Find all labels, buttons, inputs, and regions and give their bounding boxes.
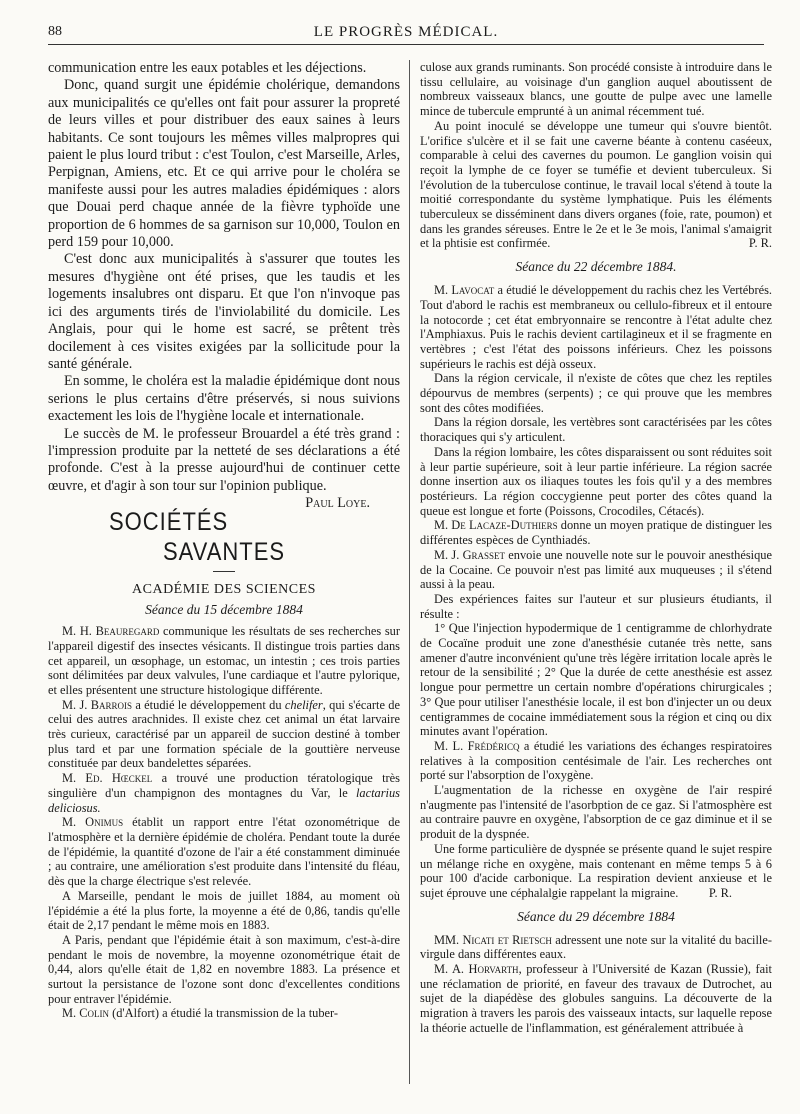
author-name: MM. Nicati et Rietsch — [434, 932, 552, 947]
author-name: M. Colin — [62, 1006, 109, 1021]
paragraph: C'est donc aux municipalités à s'assurer que toutes les mesures d'hygiène ont été prises, que les taudis et les logements insalubres ont disparu. Et que l'on n'invoque pas ici des arguments tirés de l'inviolabilité du domicile. Les Anglais, pour qui le home est sacré, se prêtent très docilement à ces visites exigées par la sollicitude pour la santé générale. — [48, 251, 400, 372]
paragraph: A Paris, pendant que l'épidémie était à son maximum, c'est-à-dire pendant le mois de novembre, la moyenne ozonométrique était de 0,44, alors qu'elle était de 1,82 en novembre 1883. La présence et surtout la persistance de l'ozone sont donc d'excellentes conditions pour entraver l'épidémie. — [48, 932, 400, 1006]
author-name: M. De Lacaze-Duthiers — [434, 518, 558, 533]
paragraph — [420, 933, 772, 962]
paragraph — [420, 842, 772, 901]
paragraph-text: donne un moyen pratique de distinguer les différentes espèces de Cynthiadés. — [420, 518, 772, 548]
author-name: M. Ed. Hœckel — [62, 771, 153, 786]
author-name: M. Onimus — [62, 815, 124, 830]
divider — [213, 571, 235, 572]
paragraph: communication entre les eaux potables et les déjections. — [48, 60, 367, 76]
paragraph — [48, 1006, 400, 1021]
paragraph-text: , professeur à l'Université de Kazan (Russie), fait une réclamation de priorité, en faveur des travaux de Dutrochet, au sujet de la diapédèse des globules sanguins. La découverte de la migration à travers les parois des vaisseaux intacts, sur laquelle repose la théorie actuelle de l'inflammation, est généralement attribuée à — [420, 962, 772, 1035]
paragraph-text: Le succès de M. le professeur Brouardel a été très grand : l'impression produite par la netteté de ses déclarations a été profonde. C'est à la presse aujourd'hui de continuer cette œuvre, et d'agir à son tour sur l'opinion publique. — [48, 425, 400, 494]
paragraph-text: Une forme particulière de dyspnée se présente quand le sujet respire un mélange riche en oxygène, mais contenant en même temps 5 à 6 pour 100 d'acide carbonique. La respiration devient anxieuse et le sujet éprouve une céphalalgie rappelant la migraine. — [420, 841, 772, 900]
session-date: Séance du 22 décembre 1884. — [515, 259, 677, 275]
paragraph: Dans la région lombaire, les côtes disparaissent ou sont réduites soit à leur partie supérieure, soit à leur partie inférieure. La région sacrée donne insertion aux os iliaques toutes les fois qu'il y a des membres postérieurs. La région coccygienne peut porter des côtes quand la queue est longue et forte (Poissons, Crocodiles, Cétacés). — [420, 444, 772, 518]
page-number: 88 — [48, 24, 62, 39]
paragraph: Dans la région cervicale, il n'existe de côtes que chez les reptiles dépourvus de membres (serpents) ; ce qui prouve que les membres sont des côtes modifiées. — [420, 371, 772, 415]
paragraph-text: communique les résultats de ses recherches sur l'appareil digestif des insectes vésicants. Il distingue trois parties dans cet appareil, un œsophage, un estomac, un intestin ; ces trois parties sont délimitées par deux valvules, l'une cardiaque et l'autre pylorique, et elles présentent une structure histologique différente. — [48, 624, 400, 697]
paragraph — [420, 962, 772, 1036]
paragraph — [420, 739, 772, 783]
paragraph-text: a étudié les variations des échanges respiratoires relatives à la composition centésimale de l'air. Les recherches ont porté sur l'absorption de l'oxygène. — [420, 738, 772, 783]
running-title: LE PROGRÈS MÉDICAL. — [313, 24, 499, 40]
paragraph: Des expériences faites sur l'auteur et sur plusieurs étudiants, il résulte : — [420, 591, 772, 621]
author-name: M. Lavocat — [434, 283, 495, 298]
paragraph — [48, 425, 400, 512]
paragraph — [420, 548, 772, 592]
paragraph: A Marseille, pendant le mois de juillet 1884, au moment où l'épidémie a été la plus forte, la moyenne a été de 0,86, tandis qu'elle était de 2,17 pendant le même mois en 1883. — [48, 888, 400, 933]
paragraph-text: a trouvé une production tératologique très singulière d'un champignon des montagnes du Var, le — [48, 771, 400, 800]
paragraph-text: Au point inoculé se développe une tumeur qui s'ouvre bientôt. L'orifice s'ulcère et il se fait une caverne béante à contenu caséeux, comparable à celui des cavernes du poumon. Le ganglion voisin qui reçoit la lymphe de ce foyer se tuméfie et devient tuberculeux. Si l'évolution de la tuberculose continue, le travail local s'étend à toute la moitié correspondante du système lymphatique. Puis les éléments tuberculeux se disséminent dans divers organes (foie, rate, poumon) et dans les grandes séreuses. Entre le 2e et le 3e mois, l'animal s'amaigrit et la phtisie est confirmée. — [420, 118, 772, 251]
species-name: lactarius deliciosus. — [48, 785, 400, 815]
species-name: chelifer — [284, 697, 323, 712]
paragraph: L'augmentation de la richesse en oxygène de l'air respiré n'augmente pas l'intensité de l'asorbption de ce gaz. Si l'atmosphère est au contraire pauvre en oxygène, l'absorption de ce gaz diminue et il se produit de la dyspnée. — [420, 783, 772, 842]
paragraph: En somme, le choléra est la maladie épidémique dont nous serions le plus certains d'être préservés, si nous suivions exactement les lois de l'hygiène locale et internationale. — [48, 373, 400, 425]
paragraph-text: (d'Alfort) a étudié la transmission de la tuber- — [108, 1006, 339, 1021]
page-header — [48, 22, 764, 45]
paragraph-text: envoie une nouvelle note sur le pouvoir anesthésique de la Cocaine. Ce pouvoir n'est pas limité aux muqueuses ; il s'étend aussi à la peau. — [420, 547, 772, 592]
paragraph: Donc, quand surgit une épidémie cholérique, demandons aux municipalités ce qu'elles ont fait pour assurer la propreté de leurs villes et pour distribuer des eaux saines à leurs habitants. Ce sont toujours les mêmes villes malpropres qui paient le plus lourd tribut : c'est Toulon, c'est Marseille, Arles, Perpignan, Amiens, etc. Et ce qui arrive pour le choléra se manifeste aussi pour les autres maladies épidémiques : alors que Douai perd chaque année de la fièvre typhoïde une proportion de 6 hommes de sa garnison sur 10,000, Toulon en perd 159 pour 10,000. — [48, 77, 400, 251]
author-name: M. A. Horvarth — [434, 962, 519, 977]
column-divider — [409, 60, 410, 1084]
paragraph — [48, 815, 400, 889]
paragraph-text: , qui s'écarte de celui des autres arachnides. Il existe chez cet animal un état larvaire très curieux, caractérisé par un appareil de succion destiné à tomber plus tard et par une formation spéciale de la gouttière nerveuse constituée par deux bandelettes séparées. — [48, 697, 400, 771]
author-name: M. J. Barrois — [62, 697, 132, 712]
paragraph — [420, 119, 772, 251]
author-signature: P. R. — [748, 236, 772, 251]
session-date: Séance du 15 décembre 1884 — [145, 602, 303, 618]
author-name: M. H. Beauregard — [62, 624, 160, 639]
paragraph-text: établit un rapport entre l'état ozonométrique de l'atmosphère et la dernière épidémie de choléra. Pendant toute la durée de l'épidémie, la quantité d'ozone de l'air a été constamment diminuée ; au contraire, une amélioration s'est produite dans l'intensité du fléau, dès que la charge électrique s'est relevée. — [48, 815, 400, 889]
paragraph — [420, 518, 772, 547]
author-signature: Paul Loye. — [305, 495, 370, 512]
paragraph-text: a étudié le développement du rachis chez les Vertébrés. Tout d'abord le rachis est membraneux ou cellulo-fibreux et il entoure la notocorde ; cet état embryonnaire se rencontre à l'état adulte chez l'Amphiaxus. Puis le rachis devient cartilagineux et il se fragmente en vertèbres ; c'est l'état des poissons inférieurs. Chez les poissons supérieurs le rachis est déjà osseux. — [420, 283, 772, 371]
author-name: M. J. Grasset — [434, 547, 506, 562]
paragraph: culose aux grands ruminants. Son procédé consiste à introduire dans le tissu cellulaire, au voisinage d'un ganglion auquel aboutissent de nombreux vaisseaux blancs, une goutte de pulpe avec une lamelle mince de tubercule emprunté à un animal récemment tué. — [420, 60, 772, 119]
paragraph — [48, 771, 400, 815]
left-column — [48, 60, 400, 1100]
author-signature: P. R. — [708, 885, 732, 900]
paragraph — [48, 624, 400, 698]
author-name: M. L. Frédéricq — [434, 738, 520, 753]
academy-heading: ACADÉMIE DES SCIENCES — [132, 582, 316, 598]
paragraph: Dans la région dorsale, les vertèbres sont caractérisées par les côtes thoraciques qui s'y articulent. — [420, 415, 772, 445]
paragraph-text: adressent une note sur la vitalité du bacille-virgule dans différentes eaux. — [420, 932, 772, 962]
paragraph: 1° Que l'injection hypodermique de 1 centigramme de chlorhydrate de Cocaïne produit une zone d'anesthésie cutanée très nette, sans amener d'autre inconvénient qu'une très légère irritation locale après le retour de la sensibilité ; 2° Que la durée de cette anesthésie est assez longue pour permettre un certain nombre d'opérations chirurgicales ; 3° Que pour utiliser l'anesthésie locale, il est bon d'injecter un ou deux centigrammes de cocaine immédiatement sous la région et cinq ou dix minutes avant l'opération. — [420, 621, 772, 739]
section-title: SOCIÉTÉS SAVANTES — [108, 507, 286, 566]
paragraph — [420, 283, 772, 371]
right-column — [420, 60, 772, 1100]
paragraph-text: a étudié le développement du — [132, 697, 285, 712]
paragraph — [48, 698, 400, 772]
session-date: Séance du 29 décembre 1884 — [517, 908, 675, 924]
